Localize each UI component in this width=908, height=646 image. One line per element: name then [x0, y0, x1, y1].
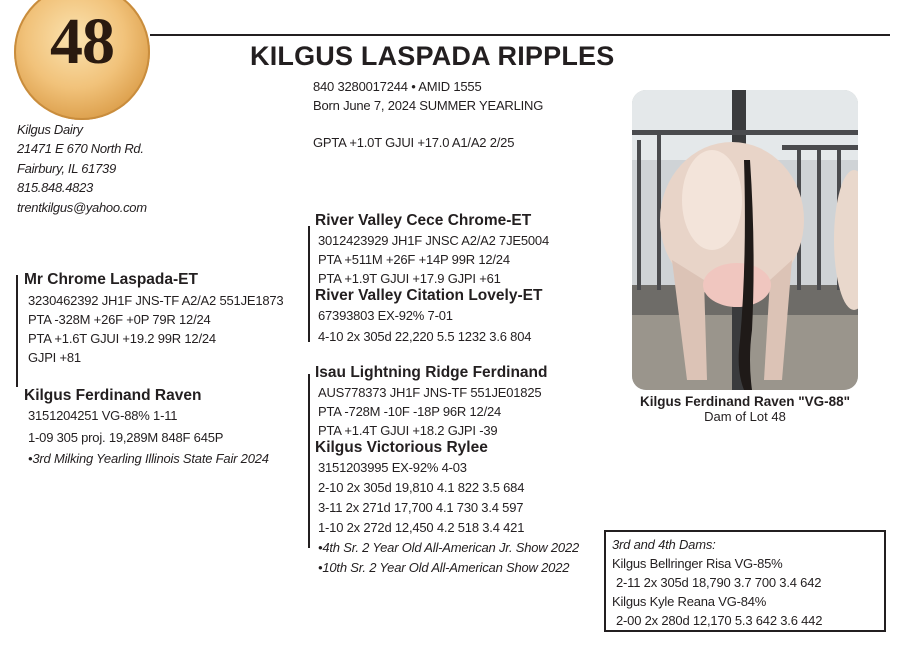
dam-dam-name: Kilgus Victorious Rylee [315, 439, 488, 456]
sire-sire-line: PTA +1.9T GJUI +17.9 GJPI +61 [318, 271, 501, 286]
dam-sire-line: AUS778373 JH1F JNS-TF 551JE01825 [318, 385, 542, 400]
photo-caption-sub: Dam of Lot 48 [704, 409, 786, 424]
lot-number: 48 [50, 5, 114, 78]
sire-details [28, 291, 283, 367]
fourth-dam-record: 2-00 2x 280d 12,170 5.3 642 3.6 442 [616, 613, 823, 628]
sire-sire-line: 3012423929 JH1F JNSC A2/A2 7JE5004 [318, 233, 549, 248]
pedigree-bracket-dam-side [308, 374, 310, 548]
sire-dam-line: 4-10 2x 305d 22,220 5.5 1232 3.6 804 [318, 329, 532, 344]
dams-box-header: 3rd and 4th Dams: [612, 537, 716, 552]
sire-dam-details [318, 306, 531, 346]
dam-dam-line: 3151203995 EX-92% 4-03 [318, 460, 467, 475]
owner-email[interactable]: trentkilgus@yahoo.com [17, 199, 147, 215]
sire-name: Mr Chrome Laspada-ET [24, 271, 198, 288]
dam-dam-line: 2-10 2x 305d 19,810 4.1 822 3.5 684 [318, 480, 525, 495]
owner-name: Kilgus Dairy [17, 122, 83, 137]
owner-address-2: Fairbury, IL 61739 [17, 160, 116, 176]
dam-line: 1-09 305 proj. 19,289M 848F 645P [28, 430, 224, 445]
owner-block [17, 120, 147, 217]
dam-award: •3rd Milking Yearling Illinois State Fair 2024 [28, 451, 269, 466]
sire-dam-name: River Valley Citation Lovely-ET [315, 287, 543, 304]
sire-line: 3230462392 JH1F JNS-TF A2/A2 551JE1873 [28, 293, 284, 308]
dam-dam-line: 1-10 2x 272d 12,450 4.2 518 3.4 421 [318, 520, 525, 535]
dam-dam-award: •4th Sr. 2 Year Old All-American Jr. Show 2022 [318, 540, 580, 555]
sire-sire-line: PTA +511M +26F +14P 99R 12/24 [318, 252, 510, 267]
dam-sire-name: Isau Lightning Ridge Ferdinand [315, 364, 548, 381]
animal-born: Born June 7, 2024 SUMMER YEARLING [313, 98, 544, 113]
pedigree-bracket-sire [16, 275, 18, 387]
header-rule [150, 34, 890, 36]
dam-name: Kilgus Ferdinand Raven [24, 387, 202, 404]
owner-phone: 815.848.4823 [17, 180, 93, 196]
sire-sire-name: River Valley Cece Chrome-ET [315, 212, 532, 229]
dam-dam-line: 3-11 2x 271d 17,700 4.1 730 3.4 597 [318, 500, 524, 515]
sire-dam-line: 67393803 EX-92% 7-01 [318, 308, 453, 323]
cow-photo-illustration [632, 90, 858, 390]
sire-sire-details [318, 231, 549, 288]
third-dam-record: 2-11 2x 305d 18,790 3.7 700 3.4 642 [616, 575, 822, 590]
dam-line: 3151204251 VG-88% 1-11 [28, 408, 178, 423]
third-fourth-dams-content [612, 535, 822, 630]
animal-title: KILGUS LASPADA RIPPLES [250, 41, 615, 71]
sire-line: PTA +1.6T GJUI +19.2 99R 12/24 [28, 331, 216, 346]
owner-address-1: 21471 E 670 North Rd. [17, 141, 144, 157]
pedigree-bracket-sire-side [308, 226, 310, 342]
fourth-dam-name: Kilgus Kyle Reana VG-84% [612, 594, 767, 609]
third-dam-name: Kilgus Bellringer Risa VG-85% [612, 556, 783, 571]
animal-genomics: GPTA +1.0T GJUI +17.0 A1/A2 2/25 [313, 135, 515, 150]
dam-details [28, 406, 269, 468]
dam-dam-award: •10th Sr. 2 Year Old All-American Show 2022 [318, 560, 570, 575]
dam-sire-line: PTA +1.4T GJUI +18.2 GJPI -39 [318, 423, 498, 438]
dam-sire-line: PTA -728M -10F -18P 96R 12/24 [318, 404, 502, 419]
photo-caption [632, 394, 858, 424]
dam-dam-details [318, 458, 579, 577]
sire-line: GJPI +81 [28, 350, 81, 365]
photo-caption-name: Kilgus Ferdinand Raven "VG-88" [639, 394, 851, 409]
dam-photo [632, 90, 858, 390]
dam-sire-details [318, 383, 541, 440]
sire-line: PTA -328M +26F +0P 79R 12/24 [28, 312, 211, 327]
animal-ids: 840 3280017244 • AMID 1555 [313, 79, 482, 94]
